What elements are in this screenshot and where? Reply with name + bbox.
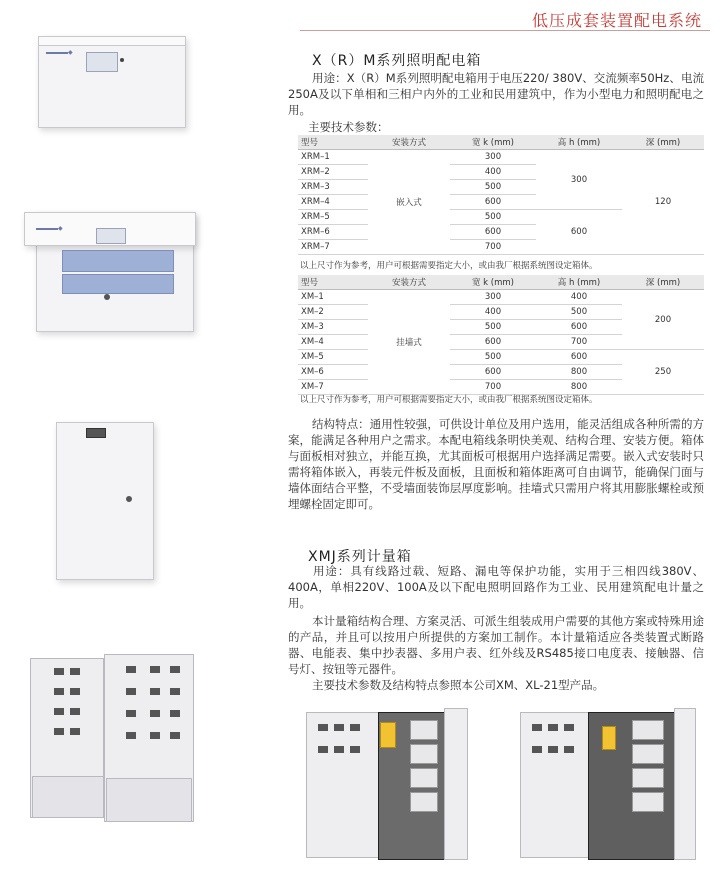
xm-table-note: 以上尺寸作为参考，用户可根据需要指定大小，或由我厂根据系统图设定箱体。 — [300, 395, 598, 405]
table-row: XRM–7 700 — [298, 240, 704, 255]
company-logo-icon: ◆ — [58, 225, 63, 232]
table-row: XM–1 挂墙式 300 400 200 — [298, 290, 704, 305]
table-row: XM–4 600 700 — [298, 335, 704, 350]
header-divider — [300, 30, 710, 31]
table-row: XM–5 500 600 250 — [298, 350, 704, 365]
table-row: XRM–2 400 — [298, 165, 704, 180]
xrm-spec-table — [298, 135, 704, 255]
table-row: XRM–5 500 600 — [298, 210, 704, 225]
xrm-features-text: 结构特点：通用性较强，可供设计单位及用户选用，能灵活组成各种所需的方案，能满足各种用户之需求。本配电箱线条明快美观、结构合理、安装方便。箱体与面板相对独立，并能互换，尤其面板可根据用户选择满足需要。嵌入式安装时只需将箱体嵌入，再装元件板及面板，且面板和箱体距离可自由调节，能确保门面与墙体面结合平整，不受墙面装饰层厚度影响。挂墙式只需用户将其用膨胀螺栓或预埋螺栓固定即可。 — [288, 417, 704, 511]
company-logo-icon: ◆ — [68, 49, 73, 56]
table-row: XM–7 700 800 — [298, 380, 704, 395]
xrm-table-note: 以上尺寸作为参考，用户可根据需要指定大小，或由我厂根据系统图设定箱体。 — [300, 261, 598, 271]
xmj-reference-text: 主要技术参数及结构特点参照本公司XM、XL-21型产品。 — [312, 678, 605, 692]
xrm-series-title: X（R）M系列照明配电箱 — [312, 53, 482, 69]
xrm-spec-heading: 主要技术参数： — [308, 120, 389, 134]
xrm-usage-text: 用途：X（R）M系列照明配电箱用于电压220/ 380V、交流频率50Hz、电流250A及以下单相和三相户内外的工业和民用建筑中，作为小型电力和照明配电之用。 — [288, 71, 704, 117]
table-header-row: 型号 安装方式 宽 k (mm) 高 h (mm) 深 (mm) — [298, 135, 704, 150]
table-row: XRM–1 嵌入式 300 300 120 — [298, 150, 704, 165]
table-row: XRM–3 500 — [298, 180, 704, 195]
table-row: XM–2 400 500 — [298, 305, 704, 320]
xmj-series-title: XMJ系列计量箱 — [308, 549, 412, 565]
table-row: XM–3 500 600 — [298, 320, 704, 335]
xmj-description-text: 本计量箱结构合理、方案灵活、可派生组装成用户需要的其他方案或特殊用途的产品，并且可以按用户所提供的方案加工制作。本计量箱适应各类装置式断路器、电能表、集中抄表器、多用户表、红外线及RS485接口电度表、接触器、信号灯、按钮等元器件。 — [288, 614, 704, 676]
xm-spec-table — [298, 275, 704, 395]
catalog-title: 低压成套装置配电系统 — [531, 11, 702, 30]
table-row: XRM–4 600 — [298, 195, 704, 210]
table-row: XRM–6 600 — [298, 225, 704, 240]
xmj-usage-text: 用途：具有线路过载、短路、漏电等保护功能，实用于三相四线380V、400A，单相220V、100A及以下配电照明回路作为工业、民用建筑配电计量之用。 — [288, 564, 704, 610]
table-row: XM–6 600 800 — [298, 365, 704, 380]
table-header-row: 型号 安装方式 宽 k (mm) 高 h (mm) 深 (mm) — [298, 275, 704, 290]
